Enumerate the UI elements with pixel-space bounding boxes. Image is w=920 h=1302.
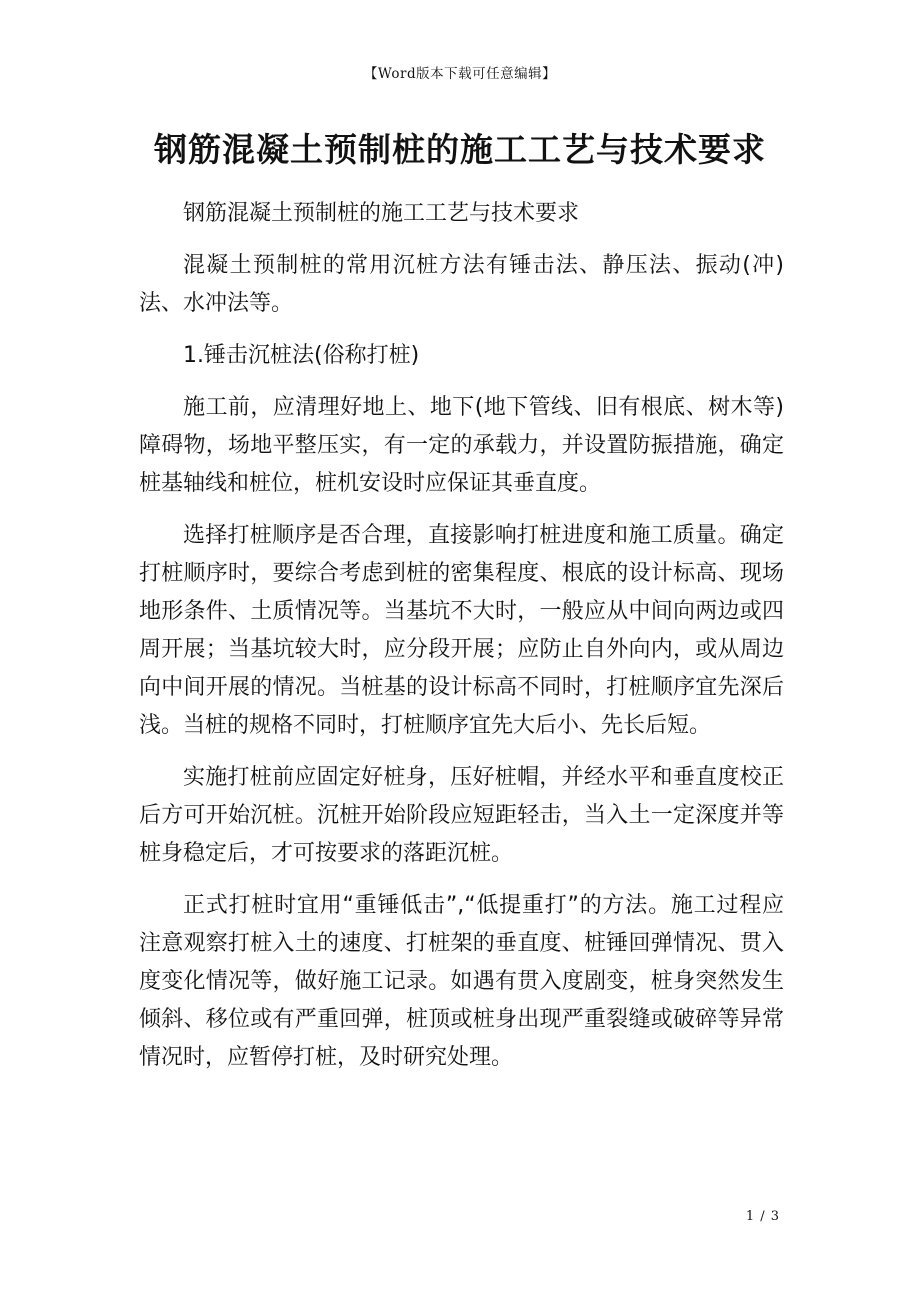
document-title: 钢筋混凝土预制桩的施工工艺与技术要求 <box>154 130 766 169</box>
paragraph-pile-fixing: 实施打桩前应固定好桩身，压好桩帽，并经水平和垂直度校正后方可开始沉桩。沉桩开始阶段应短距轻击，当入土一定深度并等桩身稳定后，才可按要求的落距沉桩。 <box>139 765 784 866</box>
paragraph-formal-piling: 正式打桩时宜用“重锤低击”,“低提重打”的方法。施工过程应注意观察打桩入土的速度、打桩架的垂直度、桩锤回弹情况、贯入度变化情况等，做好施工记录。如遇有贯入度剧变，桩身突然发生倾斜、移位或有严重回弹，桩顶或桩身出现严重裂缝或破碎等异常情况时，应暂停打桩，及时研究处理。 <box>139 893 784 1070</box>
document-header-note: 【Word版本下载可任意编辑】 <box>363 66 557 82</box>
document-body <box>139 195 784 1091</box>
page-number: 1 / 3 <box>745 1209 780 1224</box>
paragraph-piling-order: 选择打桩顺序是否合理，直接影响打桩进度和施工质量。确定打桩顺序时，要综合考虑到桩的密集程度、根底的设计标高、现场地形条件、土质情况等。当基坑不大时，一般应从中间向两边或四周开展；当基坑较大时，应分段开展；应防止自外向内，或从周边向中间开展的情况。当桩基的设计标高不同时，打桩顺序宜先深后浅。当桩的规格不同时，打桩顺序宜先大后小、先长后短。 <box>139 523 784 738</box>
section-heading-hammer-method: 1.锤击沉桩法(俗称打桩) <box>183 343 420 368</box>
paragraph-methods: 混凝土预制桩的常用沉桩方法有锤击法、静压法、振动(冲)法、水冲法等。 <box>139 253 784 316</box>
paragraph-preparation: 施工前，应清理好地上、地下(地下管线、旧有根底、树木等)障碍物，场地平整压实，有一定的承载力，并设置防振措施，确定桩基轴线和桩位，桩机安设时应保证其垂直度。 <box>139 395 784 496</box>
paragraph-subtitle: 钢筋混凝土预制桩的施工工艺与技术要求 <box>183 201 580 226</box>
